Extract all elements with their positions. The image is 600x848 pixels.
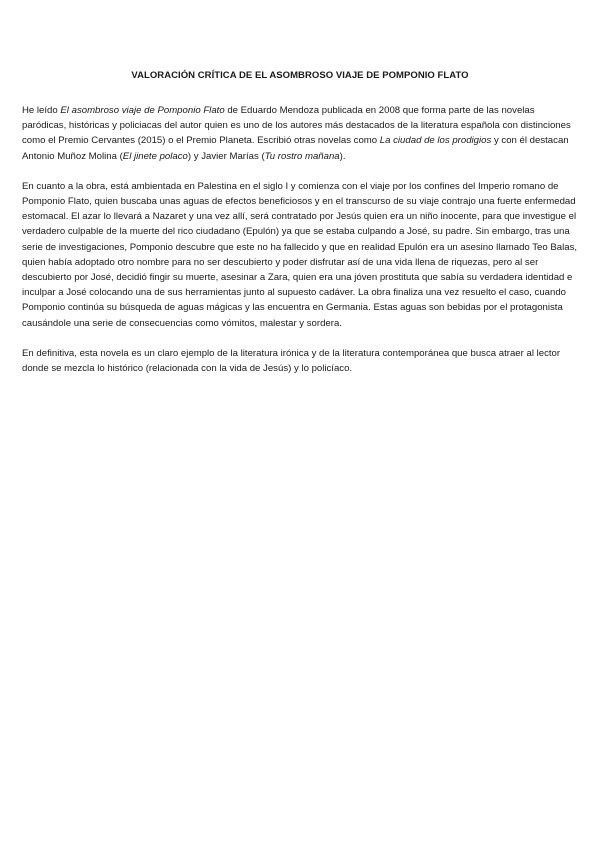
intro-text-5: ). [339, 150, 346, 162]
document-title: VALORACIÓN CRÍTICA DE EL ASOMBROSO VIAJE DE POMPONIO FLATO [131, 70, 469, 81]
intro-text-2: de Eduardo Mendoza publicada en 2008 que forma parte de las novelas paródicas, históricas y policiacas del autor quien es uno de los autores más destacados de la literatura española con distinciones como el Premio Cervantes (2015) o el Premio Planeta. Escribió otras novelas como [22, 105, 571, 147]
intro-text-1: He leído [22, 105, 61, 116]
book-title-jinete-polaco: El jinete polaco [122, 150, 188, 162]
book-title-tu-rostro-manana: Tu rostro mañana [264, 150, 340, 162]
intro-text-4: ) y Javier Marías ( [187, 150, 265, 162]
paragraph-conclusion: En definitiva, esta novela es un claro ejemplo de la literatura irónica y de la literatura contemporánea que busca atraer al lector donde se mezcla lo histórico (relacionada con la vida de Jesús) y lo policíaco. [22, 347, 561, 375]
document-page [22, 70, 578, 391]
book-title-ciudad-prodigios: La ciudad de los prodigios [379, 135, 492, 147]
paragraph-plot-summary: En cuanto a la obra, está ambientada en Palestina en el siglo I y comienza con el viaje por los confines del Imperio romano de Pomponio Flato, quien buscaba unas aguas de efectos beneficiosos y en el transcurso de su viaje contrajo una fuerte enfermedad estomacal. El azar lo llevará a Nazaret y una vez allí, será contratado por Jesús quien era un niño inocente, para que investigue el verdadero culpable de la muerte del rico ciudadano (Epulón) ya que se estaba culpando a José, su padre. Sin embargo, tras una serie de investigaciones, Pomponio descubre que este no ha fallecido y que en realidad Epulón era un asesino llamado Teo Balas, quien había adoptado otro nombre para no ser descubierto y poder disfrutar así de una vida llena de riquezas, pero al ser descubierto por José, decidió fingir su muerte, asesinar a Zara, quien era una jóven prostituta que sabía su verdadera identidad e inculpar a José colocando una de sus herramientas junto al supuesto cadáver. La obra finaliza una vez resuelto el caso, cuando Pomponio continúa su búsqueda de aguas mágicas y las encuentra en Germania. Estas aguas son bebidas por el protagonista causándole una serie de consecuencias como vómitos, malestar y sordera. [22, 180, 578, 329]
book-title-pomponio-flato: El asombroso viaje de Pomponio Flato [60, 105, 225, 116]
paragraph-introduction [22, 103, 578, 164]
intro-text-3: y con él destacan Antonio Muñoz Molina ( [22, 135, 569, 162]
